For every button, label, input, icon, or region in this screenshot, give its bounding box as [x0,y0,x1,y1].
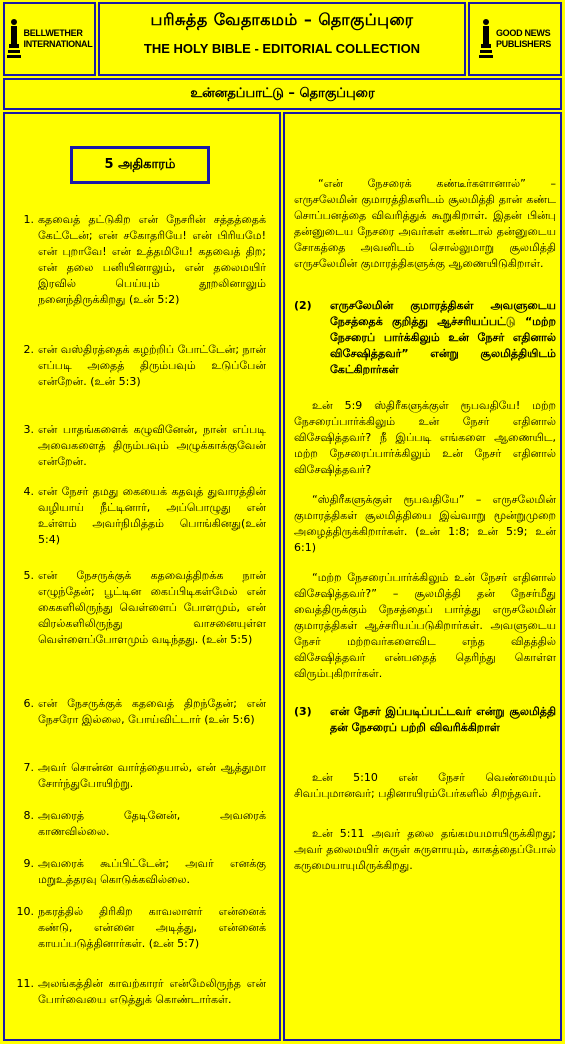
verse-text: அவரைக் கூப்பிட்டேன்; அவர் எனக்கு மறுஉத்தரவு கொடுக்கவில்லை. [38,857,266,886]
commentary-paragraph: “ஸ்திரீகளுக்குள் ரூபவதியே” – எருசலேமின் குமாரத்திகள் சூலமித்தியை இவ்வாறு மூன்றுமுறை அழைத்திருக்கிறார்கள். (உன் 1:8; உன் 5:9; உன் 6:1) [294,493,556,554]
verse-text: நகரத்தில் திரிகிற காவலாளர் என்னைக் கண்டு, என்னை அடித்து, என்னைக் காயப்படுத்தினார்கள். (உன் 5:7) [38,905,266,950]
section-title: என் நேசர் இப்படிப்பட்டவர் என்று சூலமித்தி தன் நேசரைப் பற்றி விவரிக்கிறாள் [330,705,556,734]
title-english: THE HOLY BIBLE - EDITORIAL COLLECTION [143,41,421,56]
verse-text: என் வஸ்திரத்தைக் கழற்றிப் போட்டேன்; நான் எப்படி அதைத் திரும்பவும் உடுப்பேன் என்றேன். (உன் 5:3) [38,343,266,388]
left-logo-line1: BELLWETHER [23,28,83,38]
commentary-paragraph: உன் 5:10 என் நேசர் வெண்மையும் சிவப்புமானவர்; பதினாயிரம்பேர்களில் சிறந்தவர். [294,771,556,800]
verse-number: 4. [23,485,34,498]
verse-text: என் பாதங்களைக் கழுவினேன், நான் எப்படி அவைகளைத் திரும்பவும் அழுக்காக்குவேன் என்றேன். [38,423,266,468]
verse-number: 6. [23,697,34,710]
commentary-intro: “என் நேசரைக் கண்டீர்களானால்” – எருசலேமின் குமாரத்திகளிடம் சூலமித்தி தான் கண்ட சொப்பனத்தை விவரித்துக் கூறுகிறாள். இதன் பின்பு தன்னுடைய நேசரை அவர்கள் கண்டால் தன்னுடைய சோகத்தை அவனிடம் சொல்லுமாறு சூலமித்தி எருசலேமின் குமாரத்திகளுக்கு ஆணையிடுகிறாள். [294,177,556,270]
verse-item [14,808,266,840]
verse-number: 10. [16,905,34,918]
chapter-heading: 5 அதிகாரம் [70,146,210,184]
verse-number: 9. [23,857,34,870]
verse-text: என் நேசர் தமது கையைக் கதவுத் துவாரத்தின் வழியாய் நீட்டினார், அப்பொழுது என் உள்ளம் அவர்நிமித்தம் பொங்கினது(உன் 5:4) [38,485,266,546]
verse-number: 1. [23,213,34,226]
verse-item [14,212,266,308]
left-logo [3,2,96,76]
section-heading-2 [294,298,556,378]
verse-number: 5. [23,569,34,582]
verse-item [14,856,266,888]
right-logo [468,2,562,76]
section-title: எருசலேமின் குமாரத்திகள் அவளுடைய நேசத்தைக் குறித்து ஆச்சரியப்பட்டு “மற்ற நேசரைப் பார்க்கிலும் உன் நேசர் எதினால் விசேஷித்தவர்” என்று சூலமித்தியிடம் கேட்கிறார்கள் [330,299,556,376]
verse-text: கதவைத் தட்டுகிற என் நேசரின் சத்தத்தைக் கேட்டேன்; என் சகோதரியே! என் பிரியமே! என் புறாவே! என் உத்தமியே! கதவைத் திற; என் தலை பனியினாலும், என் தலைமயிர் இரவில் பெய்யும் தூறலினாலும் நனைந்திருக்கிறது (உன் 5:2) [38,213,266,306]
verse-number: 7. [23,761,34,774]
title-tamil: பரிசுத்த வேதாகமம் – தொகுப்புரை [150,10,414,29]
section-number: (3) [294,705,312,718]
commentary-paragraph: உன் 5:11 அவர் தலை தங்கமயமாயிருக்கிறது; அவர் தலைமயிர் சுருள் சுருளாயும், காகத்தைப்போல் கருமையாயுமிருக்கிறது. [294,827,556,872]
verse-item [14,760,266,792]
verse-text: என் நேசருக்குக் கதவைத் திறந்தேன்; என் நேசரோ இல்லை, போய்விட்டார் (உன் 5:6) [38,697,266,726]
right-logo-line1: GOOD NEWS [495,28,551,38]
verse-item [14,484,266,548]
commentary [294,176,556,874]
verse-text: அலங்கத்தின் காவற்காரர் என்மேலிருந்த என் போர்வையை எடுத்துக் கொண்டார்கள். [38,977,266,1006]
verse-item [14,696,266,728]
right-logo-line2: PUBLISHERS [495,39,551,49]
verse-item [14,976,266,1008]
verse-item [14,568,266,648]
subtitle-box [3,78,562,110]
commentary-paragraph: “மற்ற நேசரைப்பார்க்கிலும் உன் நேசர் எதினால் விசேஷித்தவர்?” – சூலமித்தி தன் நேசர்மீது வைத்திருக்கும் நேசத்தைப் பார்த்து எருசலேமின் குமாரத்திகள் ஆச்சரியப்படுகிறார்கள். அவளுடைய நேசர் மற்றவர்களைவிட எந்த விதத்தில் விசேஷித்தவர் என்பதைத் தெரிந்து கொள்ள விரும்புகிறார்கள். [294,571,556,680]
left-logo-line2: INTERNATIONAL [23,39,93,49]
verse-text: அவரைத் தேடினேன், அவரைக் காணவில்லை. [38,809,266,838]
good-news-logo-icon [479,17,493,61]
bellwether-logo-icon [7,17,21,61]
verse-number: 8. [23,809,34,822]
verse-text: அவர் சொன்ன வார்த்தையால், என் ஆத்துமா சோர்ந்துபோயிற்று. [38,761,266,790]
section-heading-3 [294,704,556,736]
section-number: (2) [294,299,312,312]
verse-number: 11. [16,977,34,990]
commentary-paragraph: உன் 5:9 ஸ்திரீகளுக்குள் ரூபவதியே! மற்ற நேசரைப்பார்க்கிலும் உன் நேசர் எதினால் விசேஷித்தவர்? நீ இப்படி எங்களை ஆணையிட, மற்ற நேசரைப்பார்க்கிலும் உன் நேசர் எதினால் விசேஷித்தவர்? [294,399,556,476]
verse-item [14,904,266,952]
header-title-box [98,2,466,76]
verse-number: 2. [23,343,34,356]
verse-text: என் நேசருக்குக் கதவைத்திறக்க நான் எழுந்தேன்; பூட்டின கைப்பிடிகள்மேல் என் கைகளிலிருந்து வெள்ளைப் போளமும், என் விரல்களிலிருந்து வாசனையுள்ள வெள்ளைப்போளமும் வடிந்தது. (உன் 5:5) [38,569,266,646]
verse-item [14,342,266,390]
verse-number: 3. [23,423,34,436]
verse-item [14,422,266,470]
subtitle: உன்னதப்பாட்டு – தொகுப்புரை [190,86,375,101]
